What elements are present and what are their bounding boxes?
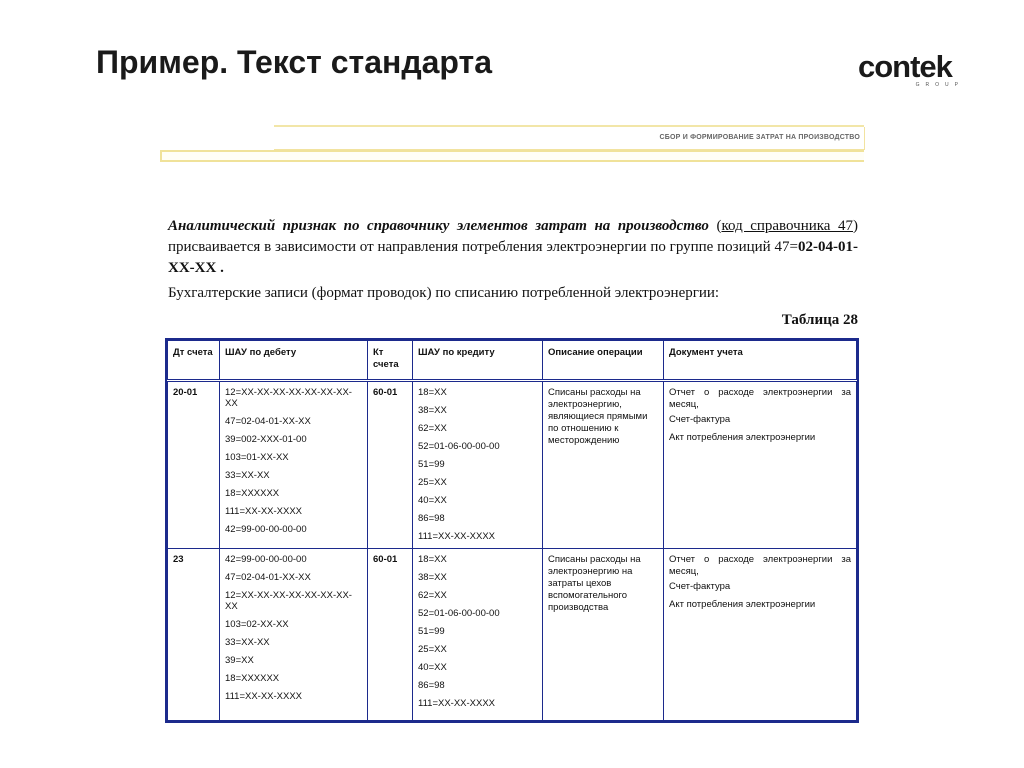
row-document (664, 381, 857, 549)
standard-paragraph (168, 216, 858, 279)
row-dt: 23 (168, 549, 220, 721)
document-line: Акт потребления электроэнергии (669, 432, 816, 443)
document-line: Отчет о расходе электроэнергии за месяц, (669, 387, 851, 410)
debit-line: 103=01-XX-XX (225, 452, 289, 463)
debit-line: 12=XX-XX-XX-XX-XX-XX-XX-XX (225, 590, 352, 612)
document-line: Счет-фактура (669, 414, 731, 425)
row-dt: 20-01 (168, 381, 220, 549)
header-dt: Дт счета (168, 341, 220, 381)
row-debit (220, 381, 368, 549)
reference-link[interactable]: код справочника 47 (721, 218, 853, 234)
credit-line: 62=XX (418, 423, 447, 434)
paragraph-emphasis: Аналитический признак по справочнику элементов затрат на производство (168, 218, 709, 234)
row-operation: Списаны расходы на электроэнергию на затраты цехов вспомогательного производства (543, 549, 664, 721)
header-kt: Кт счета (368, 341, 413, 381)
credit-line: 86=98 (418, 680, 445, 691)
credit-line: 62=XX (418, 590, 447, 601)
header-shau-credit: ШАУ по кредиту (413, 341, 543, 381)
debit-line: 33=XX-XX (225, 637, 270, 648)
row-credit (413, 381, 543, 549)
contek-logo (858, 49, 966, 98)
credit-line: 25=XX (418, 477, 447, 488)
debit-line: 47=02-04-01-XX-XX (225, 572, 311, 583)
paragraph-paren: ( (708, 218, 722, 234)
credit-line: 51=99 (418, 626, 445, 637)
header-document: Документ учета (664, 341, 857, 381)
logo-subtitle: GROUP (915, 82, 964, 88)
table-row (168, 549, 857, 721)
credit-line: 18=XX (418, 554, 447, 565)
credit-line: 40=XX (418, 662, 447, 673)
accounting-table (165, 338, 859, 723)
credit-line: 52=01-06-00-00-00 (418, 441, 500, 452)
position-code: 02-04-01-XX-XX . (168, 239, 858, 276)
credit-line: 38=XX (418, 572, 447, 583)
debit-line: 39=XX (225, 655, 254, 666)
header-shau-debit: ШАУ по дебету (220, 341, 368, 381)
row-kt: 60-01 (368, 549, 413, 721)
header-operation: Описание операции (543, 341, 664, 381)
debit-line: 111=XX-XX-XXXX (225, 691, 303, 702)
debit-line: 18=XXXXXX (225, 673, 280, 684)
row-credit (413, 549, 543, 721)
credit-line: 111=XX-XX-XXXX (418, 531, 496, 542)
logo-wordmark: contek (858, 49, 952, 84)
document-line: Счет-фактура (669, 581, 731, 592)
table-header-row (168, 341, 857, 381)
credit-line: 86=98 (418, 513, 445, 524)
document-line: Акт потребления электроэнергии (669, 599, 816, 610)
credit-line: 25=XX (418, 644, 447, 655)
credit-line: 51=99 (418, 459, 445, 470)
table-row (168, 381, 857, 549)
row-debit (220, 549, 368, 721)
debit-line: 47=02-04-01-XX-XX (225, 416, 311, 427)
row-kt: 60-01 (368, 381, 413, 549)
credit-line: 52=01-06-00-00-00 (418, 608, 500, 619)
debit-line: 12=XX-XX-XX-XX-XX-XX-XX-XX (225, 387, 352, 409)
document-line: Отчет о расходе электроэнергии за месяц, (669, 554, 851, 577)
doc-header-text: СБОР И ФОРМИРОВАНИЕ ЗАТРАТ НА ПРОИЗВОДСТВО (659, 134, 860, 141)
debit-line: 42=99-00-00-00-00 (225, 554, 307, 565)
entries-intro: Бухгалтерские записи (формат проводок) по списанию потребленной электроэнергии: (168, 285, 720, 301)
debit-line: 111=XX-XX-XXXX (225, 506, 303, 517)
debit-line: 39=002-XXX-01-00 (225, 434, 307, 445)
debit-line: 18=XXXXXX (225, 488, 280, 499)
debit-line: 103=02-XX-XX (225, 619, 289, 630)
slide-title: Пример. Текст стандарта (96, 44, 493, 80)
debit-line: 42=99-00-00-00-00 (225, 524, 307, 535)
credit-line: 40=XX (418, 495, 447, 506)
credit-line: 18=XX (418, 387, 447, 398)
credit-line: 38=XX (418, 405, 447, 416)
debit-line: 33=XX-XX (225, 470, 270, 481)
credit-line: 111=XX-XX-XXXX (418, 698, 496, 709)
doc-header-band (160, 150, 864, 162)
paragraph-middle: ) присваивается в зависимости от направления потребления электроэнергии по группе позиций 47= (168, 218, 858, 255)
table-caption: Таблица 28 (781, 312, 858, 328)
row-document (664, 549, 857, 721)
row-operation: Списаны расходы на электроэнергию, являющиеся прямыми по отношению к месторождению (543, 381, 664, 549)
